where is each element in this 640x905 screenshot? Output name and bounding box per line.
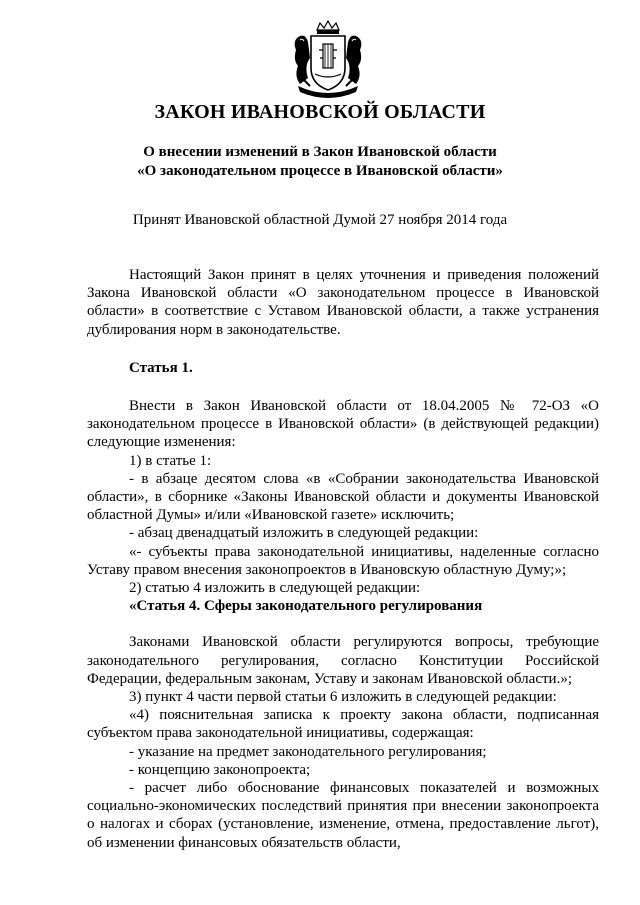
paragraph: - указание на предмет законодательного регулирования; [129,743,487,760]
paragraph: «- субъекты права законодательной инициативы, наделенные согласно Уставу правом внесения законопроектов в Ивановскую областную Думу;»; [87,543,599,578]
paragraph: - абзац двенадцатый изложить в следующей редакции: [129,525,479,542]
law-body [87,266,599,852]
paragraph: Внести в Закон Ивановской области от 18.04.2005 № 72-ОЗ «О законодательном процессе в Ивановской области» (в действующей редакции) следующие изменения: [87,398,599,451]
paragraph: - концепцию законопроекта; [129,761,311,778]
coat-of-arms-icon [290,20,366,98]
paragraph: - в абзаце десятом слова «в «Собрании законодательства Ивановской области», в сборнике «Законы Ивановской области и документы Ивановской областной Думы» и/или «Ивановской газете» исключить; [87,470,599,524]
adoption-date-line: Принят Ивановской областной Думой 27 ноября 2014 года [132,212,508,228]
paragraph-article-4-title: «Статья 4. Сферы законодательного регулирования [129,598,483,615]
subtitle-line: О внесении изменений в Закон Ивановской области [143,144,497,160]
paragraph: 1) в статье 1: [129,452,212,469]
paragraph: - расчет либо обоснование финансовых показателей и возможных социально-экономических последствий принятия при внесении законопроекта о налогах и сборах (установление, изменение, отмена, предоставление льгот), об изменении финансовых обязательств области, [87,780,599,851]
article-heading: Статья 1. [129,359,193,376]
preamble: Настоящий Закон принят в целях уточнения и приведения положений Закона Ивановской области «О законодательном процессе в Ивановской области» в соответствие с Уставом Ивановской области, а также устранения дублирования норм в законодательстве. [87,267,599,338]
subtitle-line: «О законодательном процессе в Ивановской области» [137,163,503,179]
paragraph: Законами Ивановской области регулируются вопросы, требующие законодательного регулирования, согласно Конституции Российской Федерации, федеральным законам, Уставу и законам Ивановской области.»; [87,634,599,687]
law-subtitle [0,143,640,181]
law-title: ЗАКОН ИВАНОВСКОЙ ОБЛАСТИ [154,101,486,123]
paragraph: 3) пункт 4 части первой статьи 6 изложить в следующей редакции: [129,689,557,706]
paragraph: «4) пояснительная записка к проекту закона области, подписанная субъектом права законодательной инициативы, содержащая: [87,707,599,742]
paragraph: 2) статью 4 изложить в следующей редакции: [129,580,421,597]
